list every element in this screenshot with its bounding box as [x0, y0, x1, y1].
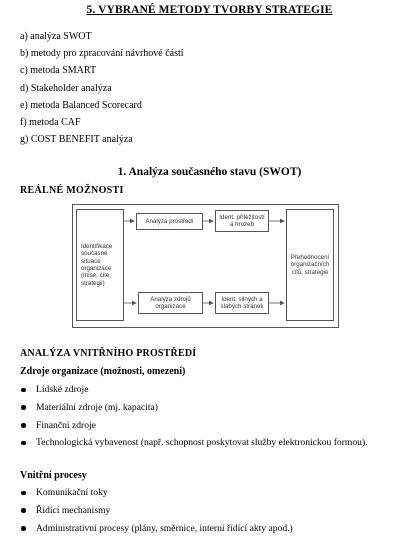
- process-label: Řídící mechanismy: [36, 504, 111, 516]
- internal-analysis-heading: ANALÝZA VNITŘNÍHO PROSTŘEDÍ: [20, 348, 197, 359]
- bullet-icon: [21, 491, 26, 496]
- resource-item: [20, 401, 368, 419]
- method-item: a) analýza SWOT: [20, 31, 92, 42]
- subsection-heading: REÁLNÉ MOŽNOSTI: [20, 185, 124, 196]
- swot-diagram: [72, 204, 339, 328]
- box-resources-analysis: Analýza zdrojů organizace: [138, 292, 203, 314]
- bullet-icon: [21, 388, 26, 393]
- resources-list: [20, 383, 368, 454]
- bullet-icon: [21, 405, 26, 410]
- resources-heading: Zdroje organizace (možnosti, omezení): [20, 366, 186, 377]
- resource-item: [20, 419, 368, 437]
- resource-label: Finanční zdroje: [36, 419, 96, 431]
- section-title: 1. Analýza současného stavu (SWOT): [117, 166, 302, 178]
- processes-list: [20, 486, 293, 539]
- resource-item: [20, 436, 368, 454]
- resource-label: Materiální zdroje (mj. kapacita): [36, 401, 158, 413]
- bullet-icon: [21, 441, 26, 446]
- bullet-icon: [21, 508, 26, 513]
- process-item: [20, 504, 293, 522]
- processes-heading: Vnitřní procesy: [20, 470, 87, 481]
- box-opportunities-threats: Ident. příležitostí a hrozeb: [215, 210, 269, 232]
- box-strengths-weaknesses: Ident. silných a slabých stránek: [215, 292, 269, 314]
- resource-item: [20, 383, 368, 401]
- methods-list: [20, 30, 184, 150]
- box-reassessment: Přehodnocení organizačních cílů, strategie: [286, 209, 334, 321]
- page-title: 5. VYBRANÉ METODY TVORBY STRATEGIE: [86, 4, 333, 16]
- bullet-icon: [21, 423, 26, 428]
- process-label: Komunikační toky: [36, 487, 108, 498]
- box-current-situation: Identifikace současné situace organizace (mise, cíle, strategii): [76, 209, 124, 321]
- box-environment-analysis: Analýza prostředí: [136, 213, 203, 230]
- resource-label: Technologická vybavenost (např. schopnost poskytovat služby elektronickou formou).: [36, 437, 368, 449]
- method-item: d) Stakeholder analýza: [20, 82, 112, 94]
- method-item: g) COST BENEFIT analýza: [20, 134, 133, 146]
- bullet-icon: [21, 526, 26, 531]
- process-item: [20, 486, 293, 504]
- resource-label: Lidské zdroje: [36, 384, 89, 395]
- method-item: f) metoda CAF: [20, 116, 81, 128]
- process-label: Administrativní procesy (plány, směrnice, interní řídící akty apod.): [36, 522, 293, 534]
- method-item: c) metoda SMART: [20, 65, 97, 77]
- method-item: e) metoda Balanced Scorecard: [20, 99, 142, 111]
- process-item: [20, 522, 293, 540]
- method-item: b) metody pro zpracování návrhové části: [20, 48, 184, 60]
